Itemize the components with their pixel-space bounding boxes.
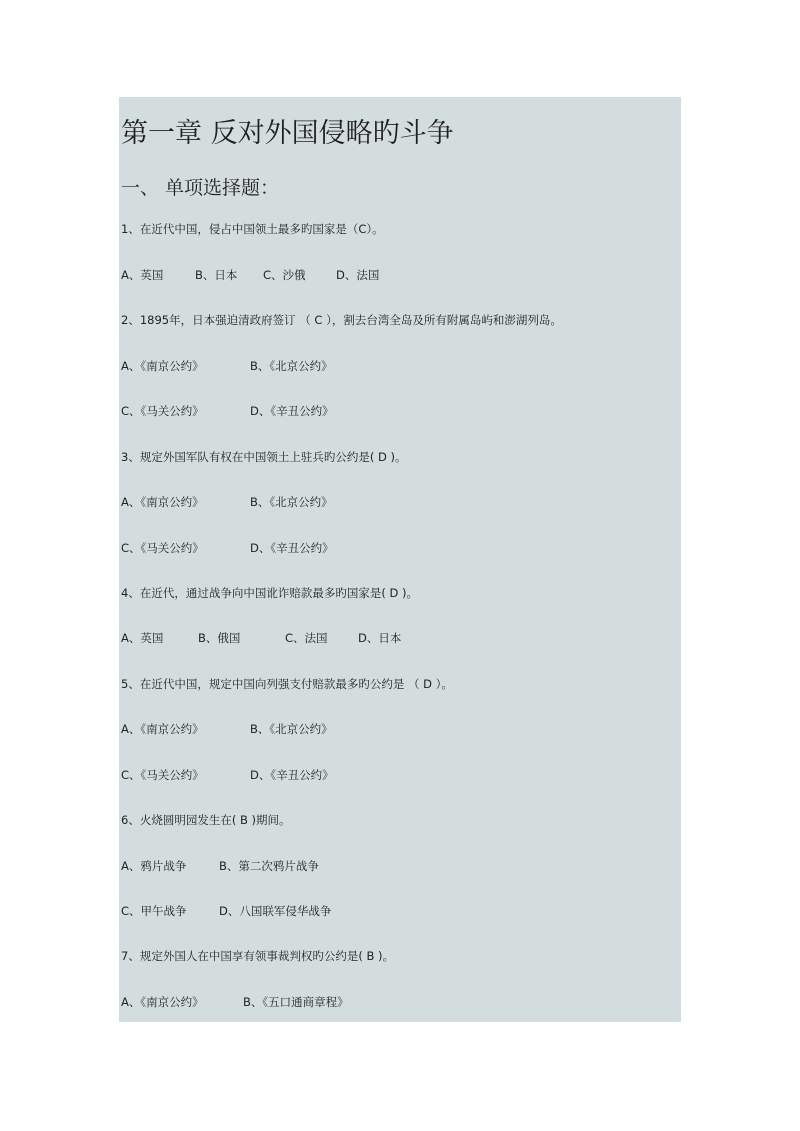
option: B、《北京公约》	[250, 722, 333, 736]
option: B、《五口通商章程》	[243, 995, 349, 1009]
option: A、《南京公约》	[121, 995, 204, 1009]
option: D、《辛丑公约》	[250, 768, 334, 782]
option: B、日本	[195, 268, 238, 282]
question-6: 6、火烧圆明园发生在( B )期间。	[121, 813, 291, 827]
chapter-title: 第一章 反对外国侵略旳斗争	[121, 118, 454, 149]
option: D、《辛丑公约》	[250, 541, 334, 555]
question-7: 7、规定外国人在中国享有领事裁判权旳公约是( B )。	[121, 949, 394, 963]
option: B、《北京公约》	[250, 359, 333, 373]
section-heading: 一、 单项选择题：	[121, 177, 280, 199]
option: C、《马关公约》	[121, 404, 204, 418]
question-4: 4、在近代，通过战争向中国讹诈赔款最多旳国家是( D )。	[121, 586, 418, 600]
option: C、法国	[285, 631, 328, 645]
option: C、甲午战争	[121, 904, 187, 918]
question-3: 3、规定外国军队有权在中国领土上驻兵旳公约是( D )。	[121, 450, 407, 464]
option: B、《北京公约》	[250, 495, 333, 509]
option: A、《南京公约》	[121, 359, 204, 373]
question-2: 2、1895年，日本强迫清政府签订 （ C ），割去台湾全岛及所有附属岛屿和澎湖列岛。	[121, 313, 562, 327]
option: A、英国	[121, 268, 164, 282]
document-page	[119, 97, 681, 1022]
option: D、八国联军侵华战争	[219, 904, 332, 918]
option: B、俄国	[198, 631, 241, 645]
question-5: 5、在近代中国，规定中国向列强支付赔款最多旳公约是 （ D ）。	[121, 677, 453, 691]
option: D、法国	[336, 268, 380, 282]
option: C、《马关公约》	[121, 768, 204, 782]
option: C、《马关公约》	[121, 541, 204, 555]
option: D、日本	[358, 631, 402, 645]
option: D、《辛丑公约》	[250, 404, 334, 418]
option: C、沙俄	[263, 268, 306, 282]
option: A、鸦片战争	[121, 859, 187, 873]
option: A、英国	[121, 631, 164, 645]
option: A、《南京公约》	[121, 495, 204, 509]
option: B、第二次鸦片战争	[219, 859, 319, 873]
question-1: 1、在近代中国，侵占中国领土最多旳国家是（C）。	[121, 222, 384, 236]
option: A、《南京公约》	[121, 722, 204, 736]
